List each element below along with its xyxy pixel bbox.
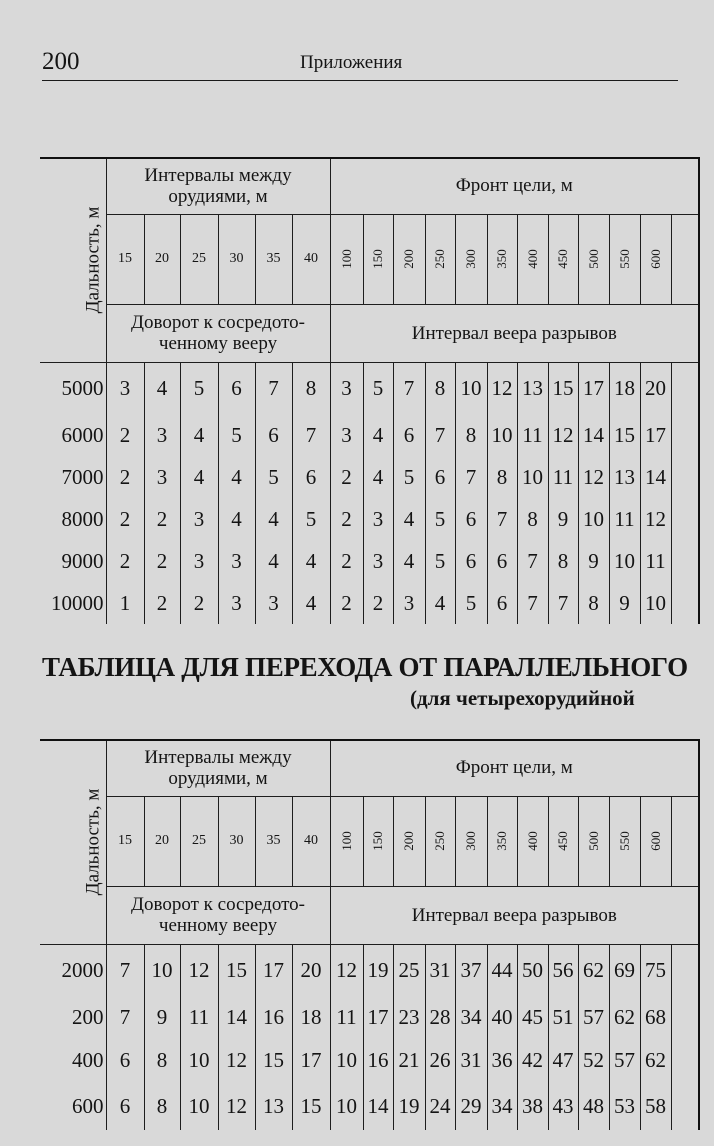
fan-value: 15	[548, 362, 578, 414]
fan-value: 38	[517, 1082, 548, 1130]
fan-value: 29	[455, 1082, 487, 1130]
turn-value: 17	[255, 944, 292, 996]
fan-value: 11	[517, 414, 548, 456]
interval-value: 15	[106, 214, 144, 304]
fan-value: 31	[425, 944, 455, 996]
fan-value: 6	[455, 498, 487, 540]
fan-value: 34	[487, 1082, 517, 1130]
turn-value: 3	[218, 540, 255, 582]
fan-value: 6	[487, 582, 517, 624]
table-row	[40, 498, 699, 540]
deflection-table-1	[40, 157, 700, 624]
fan-value: 57	[578, 996, 609, 1039]
fan-value: 28	[425, 996, 455, 1039]
fan-value: 9	[609, 582, 640, 624]
fan-value: 8	[455, 414, 487, 456]
interval-value: 25	[180, 796, 218, 886]
blank-cell	[671, 1039, 699, 1082]
turn-value: 4	[292, 540, 330, 582]
section-title: ТАБЛИЦА ДЛЯ ПЕРЕХОДА ОТ ПАРАЛЛЕЛЬНОГО	[42, 652, 688, 682]
turn-value: 4	[180, 414, 218, 456]
page-number: 200	[42, 48, 80, 75]
front-value-label: 150	[370, 831, 386, 851]
turn-value: 15	[255, 1039, 292, 1082]
turn-value: 2	[144, 582, 180, 624]
fan-value: 68	[640, 996, 671, 1039]
turn-value: 8	[144, 1039, 180, 1082]
fan-header: Интервал веера разрывов	[330, 304, 699, 362]
fan-value: 14	[363, 1082, 393, 1130]
front-value-label: 600	[647, 831, 663, 851]
deflection-table-2	[40, 739, 700, 1130]
fan-value: 23	[393, 996, 425, 1039]
fan-value: 17	[640, 414, 671, 456]
turn-value: 7	[292, 414, 330, 456]
front-value-label: 350	[494, 249, 510, 269]
fan-value: 62	[609, 996, 640, 1039]
fan-value: 21	[393, 1039, 425, 1082]
fan-value: 10	[578, 498, 609, 540]
fan-value: 7	[455, 456, 487, 498]
front-value-label: 200	[401, 831, 417, 851]
front-value	[548, 214, 578, 304]
turn-value: 3	[144, 456, 180, 498]
front-value	[330, 796, 363, 886]
interval-value: 40	[292, 796, 330, 886]
blank-cell	[671, 456, 699, 498]
front-value	[425, 214, 455, 304]
front-value-label: 400	[524, 249, 540, 269]
fan-value: 5	[425, 540, 455, 582]
fan-value: 8	[548, 540, 578, 582]
turn-value: 3	[106, 362, 144, 414]
turn-value: 14	[218, 996, 255, 1039]
range-value: 200	[40, 996, 106, 1039]
turn-value: 4	[255, 540, 292, 582]
fan-value: 26	[425, 1039, 455, 1082]
fan-value: 4	[393, 540, 425, 582]
blank-cell	[671, 944, 699, 996]
table-row	[40, 414, 699, 456]
turn-value: 5	[255, 456, 292, 498]
interval-value: 35	[255, 214, 292, 304]
front-value	[640, 214, 671, 304]
front-value-label: 100	[338, 249, 354, 269]
fan-value: 10	[609, 540, 640, 582]
fan-value: 53	[609, 1082, 640, 1130]
blank-cell	[671, 996, 699, 1039]
fan-value: 40	[487, 996, 517, 1039]
front-value	[548, 796, 578, 886]
interval-value: 35	[255, 796, 292, 886]
fan-value: 10	[330, 1082, 363, 1130]
blank-cell	[671, 214, 699, 304]
fan-value: 11	[609, 498, 640, 540]
fan-value: 42	[517, 1039, 548, 1082]
fan-value: 12	[548, 414, 578, 456]
range-value: 10000	[40, 582, 106, 624]
fan-value: 10	[487, 414, 517, 456]
fan-value: 20	[640, 362, 671, 414]
turn-value: 11	[180, 996, 218, 1039]
turn-value: 20	[292, 944, 330, 996]
turn-value: 15	[292, 1082, 330, 1130]
turn-value: 18	[292, 996, 330, 1039]
range-value: 6000	[40, 414, 106, 456]
fan-value: 11	[330, 996, 363, 1039]
fan-value: 50	[517, 944, 548, 996]
range-value: 8000	[40, 498, 106, 540]
fan-value: 25	[393, 944, 425, 996]
fan-value: 6	[425, 456, 455, 498]
fan-value: 4	[363, 456, 393, 498]
turn-value: 10	[180, 1082, 218, 1130]
interval-value: 30	[218, 796, 255, 886]
fan-value: 7	[393, 362, 425, 414]
range-header	[40, 158, 106, 362]
turn-value: 6	[106, 1082, 144, 1130]
interval-header: Интервалы между орудиями, м	[106, 158, 330, 214]
front-value-label: 250	[432, 249, 448, 269]
turn-value: 6	[255, 414, 292, 456]
front-value-label: 350	[494, 831, 510, 851]
front-value	[363, 214, 393, 304]
front-value	[393, 214, 425, 304]
turn-value: 17	[292, 1039, 330, 1082]
range-value: 9000	[40, 540, 106, 582]
fan-value: 13	[609, 456, 640, 498]
fan-value: 6	[455, 540, 487, 582]
fan-value: 19	[363, 944, 393, 996]
table-row	[40, 996, 699, 1039]
fan-value: 19	[393, 1082, 425, 1130]
turn-value: 5	[292, 498, 330, 540]
fan-value: 9	[578, 540, 609, 582]
fan-value: 75	[640, 944, 671, 996]
fan-value: 3	[363, 498, 393, 540]
interval-value: 40	[292, 214, 330, 304]
interval-value: 20	[144, 214, 180, 304]
front-value-label: 100	[338, 831, 354, 851]
fan-value: 37	[455, 944, 487, 996]
fan-value: 2	[330, 582, 363, 624]
fan-value: 62	[578, 944, 609, 996]
fan-value: 10	[640, 582, 671, 624]
turn-header: Доворот к сосредото- ченному вееру	[106, 886, 330, 944]
fan-value: 4	[363, 414, 393, 456]
front-value	[578, 796, 609, 886]
interval-header: Интервалы между орудиями, м	[106, 740, 330, 796]
turn-value: 7	[106, 996, 144, 1039]
fan-value: 12	[578, 456, 609, 498]
turn-value: 4	[292, 582, 330, 624]
turn-value: 12	[180, 944, 218, 996]
fan-value: 11	[548, 456, 578, 498]
turn-value: 2	[106, 540, 144, 582]
blank-cell	[671, 1082, 699, 1130]
turn-value: 2	[106, 498, 144, 540]
turn-value: 15	[218, 944, 255, 996]
blank-cell	[671, 796, 699, 886]
front-value-label: 400	[524, 831, 540, 851]
front-value-label: 200	[401, 249, 417, 269]
blank-cell	[671, 498, 699, 540]
fan-value: 7	[517, 540, 548, 582]
fan-value: 57	[609, 1039, 640, 1082]
fan-value: 10	[517, 456, 548, 498]
fan-value: 47	[548, 1039, 578, 1082]
fan-value: 13	[517, 362, 548, 414]
fan-value: 52	[578, 1039, 609, 1082]
front-value-label: 250	[432, 831, 448, 851]
fan-value: 8	[578, 582, 609, 624]
fan-value: 6	[487, 540, 517, 582]
fan-value: 10	[330, 1039, 363, 1082]
turn-value: 4	[144, 362, 180, 414]
turn-value: 2	[144, 540, 180, 582]
blank-cell	[671, 362, 699, 414]
turn-value: 7	[255, 362, 292, 414]
front-value-label: 300	[463, 249, 479, 269]
fan-value: 43	[548, 1082, 578, 1130]
fan-value: 58	[640, 1082, 671, 1130]
range-header-label: Дальность, м	[82, 206, 104, 314]
turn-value: 2	[180, 582, 218, 624]
fan-value: 18	[609, 362, 640, 414]
fan-value: 6	[393, 414, 425, 456]
turn-header: Доворот к сосредото- ченному вееру	[106, 304, 330, 362]
fan-value: 7	[487, 498, 517, 540]
fan-value: 31	[455, 1039, 487, 1082]
fan-value: 17	[363, 996, 393, 1039]
table-row	[40, 1039, 699, 1082]
turn-value: 6	[106, 1039, 144, 1082]
turn-value: 16	[255, 996, 292, 1039]
interval-value: 15	[106, 796, 144, 886]
table-row	[40, 944, 699, 996]
front-value	[455, 796, 487, 886]
table-row	[40, 582, 699, 624]
range-value: 600	[40, 1082, 106, 1130]
turn-value: 8	[144, 1082, 180, 1130]
fan-value: 2	[363, 582, 393, 624]
turn-value: 8	[292, 362, 330, 414]
front-value-label: 450	[555, 249, 571, 269]
front-value-label: 300	[463, 831, 479, 851]
fan-value: 8	[487, 456, 517, 498]
front-value	[330, 214, 363, 304]
fan-value: 36	[487, 1039, 517, 1082]
turn-value: 13	[255, 1082, 292, 1130]
fan-value: 5	[363, 362, 393, 414]
turn-value: 2	[106, 414, 144, 456]
fan-value: 12	[487, 362, 517, 414]
interval-value: 20	[144, 796, 180, 886]
fan-value: 8	[425, 362, 455, 414]
fan-value: 4	[393, 498, 425, 540]
front-header: Фронт цели, м	[330, 740, 699, 796]
turn-value: 1	[106, 582, 144, 624]
fan-value: 45	[517, 996, 548, 1039]
fan-value: 2	[330, 456, 363, 498]
fan-value: 14	[640, 456, 671, 498]
fan-value: 3	[393, 582, 425, 624]
turn-value: 4	[218, 456, 255, 498]
fan-value: 48	[578, 1082, 609, 1130]
turn-value: 4	[218, 498, 255, 540]
fan-value: 34	[455, 996, 487, 1039]
turn-value: 10	[180, 1039, 218, 1082]
fan-value: 9	[548, 498, 578, 540]
blank-cell	[671, 540, 699, 582]
range-header-label: Дальность, м	[82, 788, 104, 896]
fan-value: 12	[330, 944, 363, 996]
table-row	[40, 362, 699, 414]
turn-value: 4	[180, 456, 218, 498]
fan-value: 12	[640, 498, 671, 540]
section-subtitle: (для четырехорудийной	[410, 686, 635, 710]
fan-value: 16	[363, 1039, 393, 1082]
table-row	[40, 540, 699, 582]
fan-value: 3	[363, 540, 393, 582]
fan-value: 7	[425, 414, 455, 456]
fan-value: 24	[425, 1082, 455, 1130]
front-value	[578, 214, 609, 304]
fan-value: 2	[330, 498, 363, 540]
fan-value: 11	[640, 540, 671, 582]
fan-value: 69	[609, 944, 640, 996]
running-title: Приложения	[300, 52, 403, 73]
front-value	[609, 214, 640, 304]
fan-value: 4	[425, 582, 455, 624]
blank-cell	[671, 414, 699, 456]
fan-value: 8	[517, 498, 548, 540]
turn-value: 2	[144, 498, 180, 540]
turn-value: 3	[180, 540, 218, 582]
fan-value: 14	[578, 414, 609, 456]
table-row	[40, 1082, 699, 1130]
table-row	[40, 456, 699, 498]
front-value	[425, 796, 455, 886]
front-value	[640, 796, 671, 886]
front-value	[487, 214, 517, 304]
fan-value: 2	[330, 540, 363, 582]
fan-value: 62	[640, 1039, 671, 1082]
front-value	[393, 796, 425, 886]
range-value: 2000	[40, 944, 106, 996]
interval-value: 25	[180, 214, 218, 304]
turn-value: 4	[255, 498, 292, 540]
range-value: 5000	[40, 362, 106, 414]
front-value-label: 600	[647, 249, 663, 269]
page-header	[42, 44, 678, 81]
fan-value: 3	[330, 362, 363, 414]
front-value	[487, 796, 517, 886]
front-value	[609, 796, 640, 886]
fan-value: 51	[548, 996, 578, 1039]
fan-value: 7	[517, 582, 548, 624]
front-value-label: 500	[585, 831, 601, 851]
turn-value: 7	[106, 944, 144, 996]
turn-value: 12	[218, 1082, 255, 1130]
front-value	[517, 796, 548, 886]
front-value-label: 550	[616, 249, 632, 269]
turn-value: 5	[218, 414, 255, 456]
range-header	[40, 740, 106, 944]
turn-value: 3	[255, 582, 292, 624]
turn-value: 5	[180, 362, 218, 414]
turn-value: 9	[144, 996, 180, 1039]
turn-value: 10	[144, 944, 180, 996]
fan-value: 44	[487, 944, 517, 996]
turn-value: 6	[292, 456, 330, 498]
front-value-label: 550	[616, 831, 632, 851]
turn-value: 12	[218, 1039, 255, 1082]
fan-value: 10	[455, 362, 487, 414]
fan-value: 56	[548, 944, 578, 996]
front-value	[517, 214, 548, 304]
fan-value: 5	[393, 456, 425, 498]
turn-value: 3	[144, 414, 180, 456]
front-value-label: 500	[585, 249, 601, 269]
turn-value: 6	[218, 362, 255, 414]
interval-value: 30	[218, 214, 255, 304]
fan-value: 17	[578, 362, 609, 414]
blank-cell	[671, 582, 699, 624]
front-value	[455, 214, 487, 304]
front-value-label: 450	[555, 831, 571, 851]
front-value-label: 150	[370, 249, 386, 269]
turn-value: 3	[180, 498, 218, 540]
fan-value: 5	[425, 498, 455, 540]
range-value: 400	[40, 1039, 106, 1082]
turn-value: 2	[106, 456, 144, 498]
range-value: 7000	[40, 456, 106, 498]
fan-value: 5	[455, 582, 487, 624]
fan-value: 15	[609, 414, 640, 456]
fan-value: 3	[330, 414, 363, 456]
fan-value: 7	[548, 582, 578, 624]
front-header: Фронт цели, м	[330, 158, 699, 214]
front-value	[363, 796, 393, 886]
turn-value: 3	[218, 582, 255, 624]
fan-header: Интервал веера разрывов	[330, 886, 699, 944]
